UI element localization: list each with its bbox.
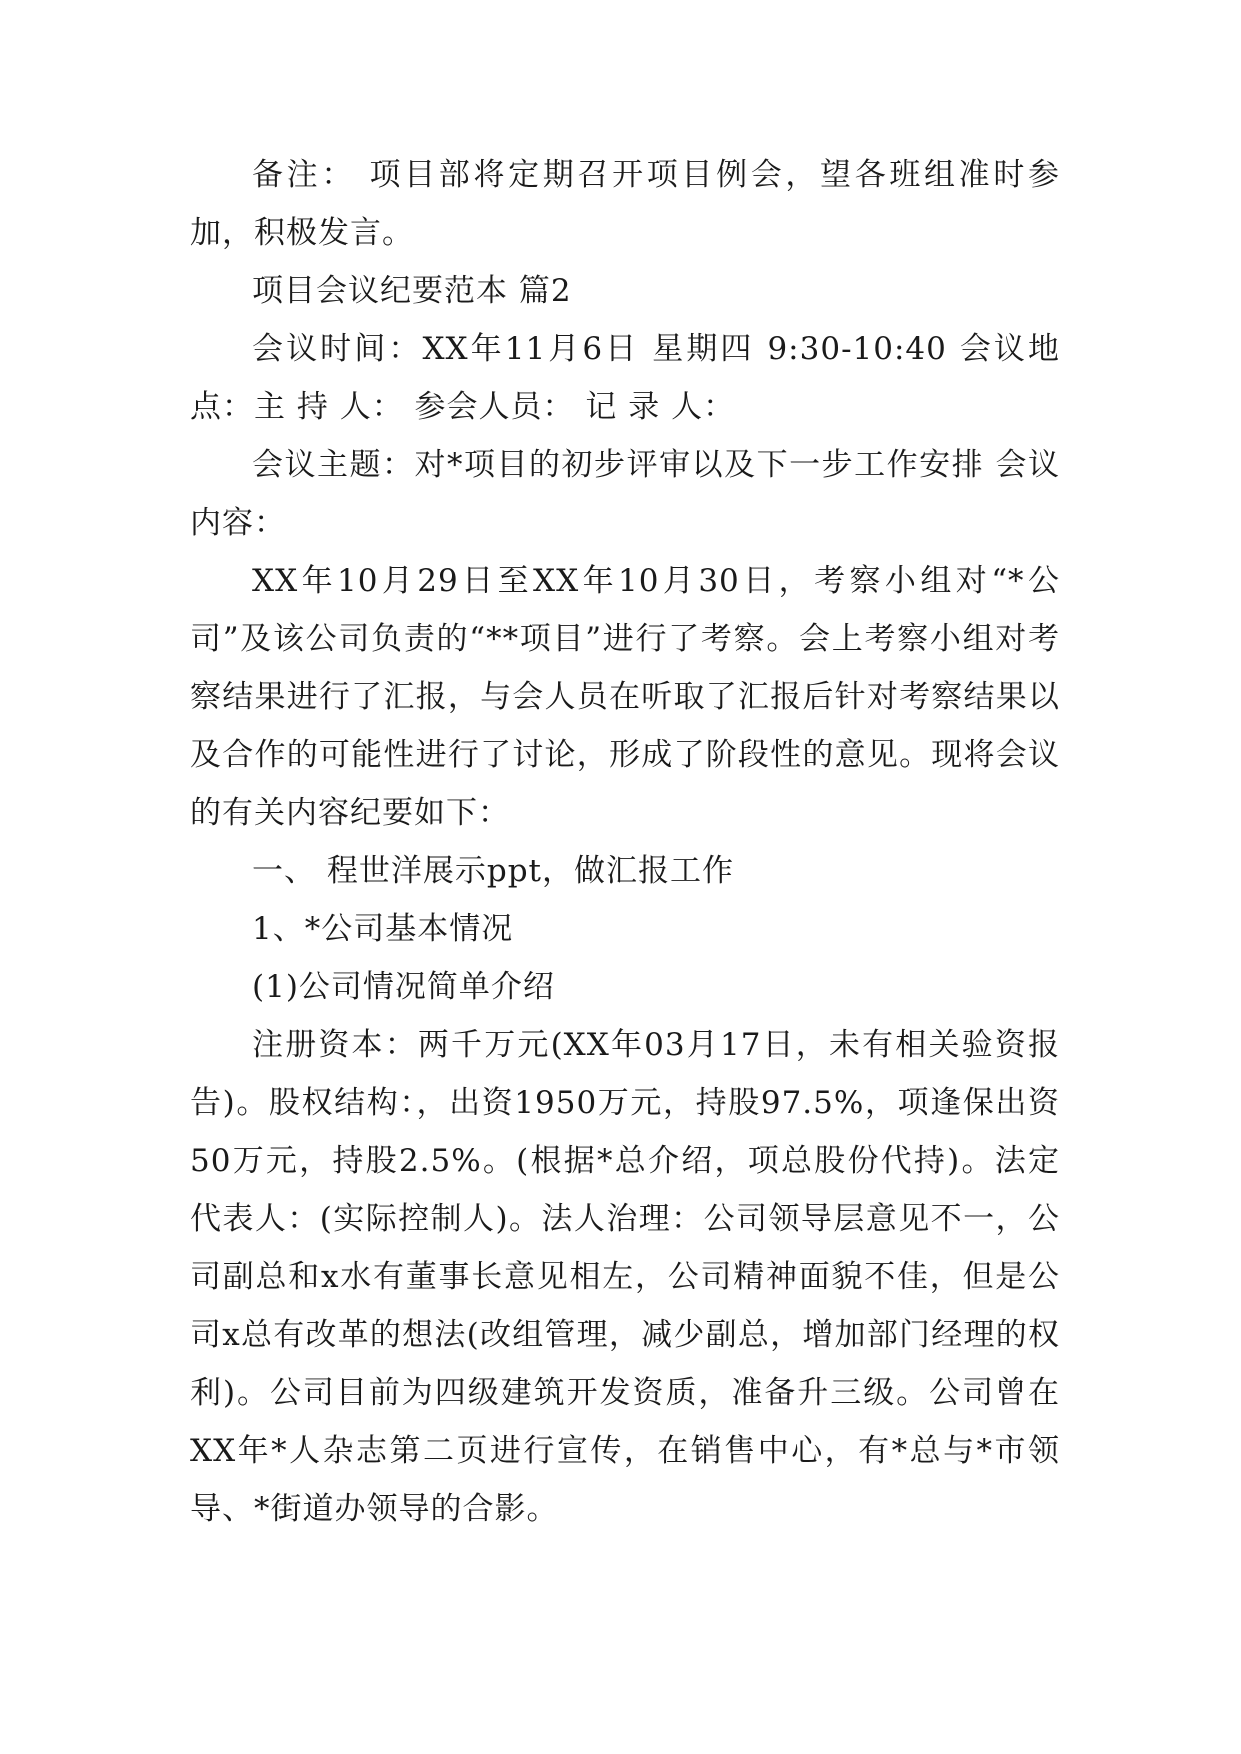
subitem-heading-2: (1)公司情况简单介绍 <box>252 969 555 1005</box>
section-heading: 项目会议纪要范本 篇2 <box>252 273 572 309</box>
meeting-time-paragraph: 会议时间：XX年11月6日 星期四 9:30-10:40 会议地点：主 持 人： 参会人员： 记 录 人： <box>190 331 1060 425</box>
meeting-topic-paragraph: 会议主题：对*项目的初步评审以及下一步工作安排 会议内容： <box>190 447 1060 541</box>
item-heading-1: 一、 程世洋展示ppt，做汇报工作 <box>252 853 734 889</box>
meeting-content-paragraph: XX年10月29日至XX年10月30日，考察小组对“*公司”及该公司负责的“**项目”进行了考察。会上考察小组对考察结果进行了汇报，与会人员在听取了汇报后针对考察结果以及合作的可能性进行了讨论，形成了阶段性的意见。现将会议的有关内容纪要如下： <box>190 563 1060 831</box>
company-info-paragraph: 注册资本：两千万元(XX年03月17日，未有相关验资报告)。股权结构：，出资1950万元，持股97.5%，项逢保出资50万元，持股2.5%。(根据*总介绍，项总股份代持)。法定代表人：(实际控制人)。法人治理：公司领导层意见不一，公司副总和x水有董事长意见相左，公司精神面貌不佳，但是公司x总有改革的想法(改组管理，减少副总，增加部门经理的权利)。公司目前为四级建筑开发资质，准备升三级。公司曾在XX年*人杂志第二页进行宣传，在销售中心，有*总与*市领导、*街道办领导的合影。 <box>190 1027 1060 1527</box>
subitem-heading-1: 1、*公司基本情况 <box>252 911 514 947</box>
note-paragraph: 备注： 项目部将定期召开项目例会，望各班组准时参加，积极发言。 <box>190 157 1060 251</box>
